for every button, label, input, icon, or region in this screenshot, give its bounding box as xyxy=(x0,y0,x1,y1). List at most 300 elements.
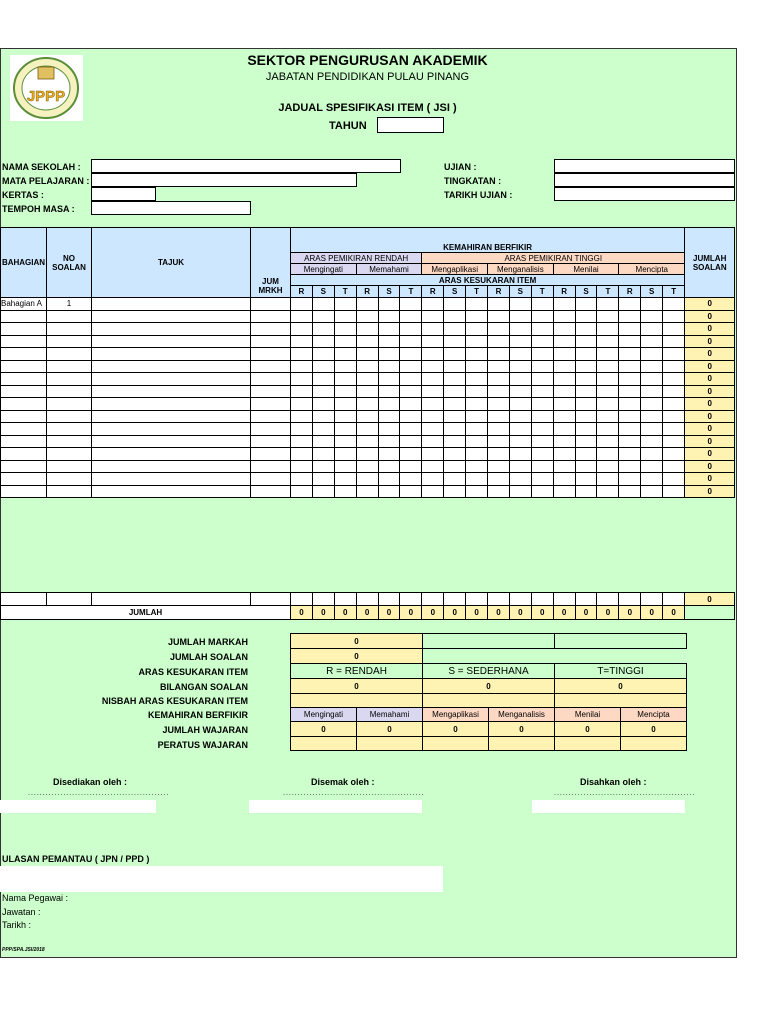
ujian-input[interactable] xyxy=(554,159,735,173)
table-cell[interactable] xyxy=(597,373,619,386)
table-cell[interactable] xyxy=(619,348,641,361)
kertas-input[interactable] xyxy=(91,187,156,201)
table-cell[interactable] xyxy=(663,398,685,411)
table-cell[interactable] xyxy=(312,423,334,436)
table-cell[interactable] xyxy=(575,335,597,348)
table-cell[interactable] xyxy=(251,298,291,311)
table-cell[interactable] xyxy=(1,310,47,323)
table-cell[interactable] xyxy=(251,460,291,473)
table-cell[interactable] xyxy=(509,373,531,386)
table-cell[interactable] xyxy=(488,323,510,336)
table-cell[interactable] xyxy=(488,593,510,606)
table-cell[interactable] xyxy=(488,348,510,361)
table-cell[interactable] xyxy=(466,410,488,423)
table-cell[interactable] xyxy=(641,473,663,486)
table-cell[interactable] xyxy=(422,298,444,311)
table-cell[interactable] xyxy=(251,373,291,386)
table-cell[interactable] xyxy=(334,310,356,323)
table-cell[interactable] xyxy=(575,348,597,361)
table-cell[interactable] xyxy=(422,460,444,473)
table-cell[interactable] xyxy=(47,398,92,411)
table-cell[interactable] xyxy=(356,323,378,336)
table-cell[interactable] xyxy=(291,310,313,323)
tingkatan-input[interactable] xyxy=(554,173,735,187)
table-cell[interactable] xyxy=(444,435,466,448)
table-cell[interactable] xyxy=(92,385,251,398)
table-cell[interactable] xyxy=(378,348,400,361)
table-cell[interactable] xyxy=(641,323,663,336)
table-cell[interactable] xyxy=(334,410,356,423)
table-cell[interactable] xyxy=(47,385,92,398)
bahagian-cell[interactable]: Bahagian A xyxy=(1,298,47,311)
table-cell[interactable] xyxy=(356,435,378,448)
table-cell[interactable] xyxy=(378,473,400,486)
table-cell[interactable] xyxy=(444,348,466,361)
table-cell[interactable] xyxy=(466,348,488,361)
table-cell[interactable] xyxy=(663,298,685,311)
table-cell[interactable] xyxy=(47,593,92,606)
table-cell[interactable] xyxy=(291,473,313,486)
table-cell[interactable] xyxy=(466,448,488,461)
table-cell[interactable] xyxy=(509,398,531,411)
table-cell[interactable] xyxy=(400,348,422,361)
table-cell[interactable] xyxy=(400,460,422,473)
table-cell[interactable] xyxy=(488,360,510,373)
table-cell[interactable] xyxy=(488,310,510,323)
table-cell[interactable] xyxy=(444,473,466,486)
table-cell[interactable] xyxy=(356,423,378,436)
table-cell[interactable] xyxy=(291,435,313,448)
table-cell[interactable] xyxy=(466,323,488,336)
table-cell[interactable] xyxy=(444,448,466,461)
table-cell[interactable] xyxy=(1,323,47,336)
table-cell[interactable] xyxy=(312,373,334,386)
table-cell[interactable] xyxy=(92,593,251,606)
table-cell[interactable] xyxy=(400,448,422,461)
disediakan-input[interactable] xyxy=(0,800,156,813)
table-cell[interactable] xyxy=(1,423,47,436)
table-cell[interactable] xyxy=(597,385,619,398)
table-cell[interactable] xyxy=(400,410,422,423)
ulasan-input[interactable] xyxy=(0,866,443,892)
table-cell[interactable] xyxy=(553,323,575,336)
table-cell[interactable] xyxy=(597,473,619,486)
table-cell[interactable] xyxy=(356,448,378,461)
table-cell[interactable] xyxy=(531,410,553,423)
table-cell[interactable] xyxy=(488,448,510,461)
table-cell[interactable] xyxy=(92,435,251,448)
tarikh-ujian-input[interactable] xyxy=(554,187,735,201)
table-cell[interactable] xyxy=(509,460,531,473)
table-cell[interactable] xyxy=(92,348,251,361)
table-cell[interactable] xyxy=(92,335,251,348)
table-cell[interactable] xyxy=(334,323,356,336)
table-cell[interactable] xyxy=(251,385,291,398)
table-cell[interactable] xyxy=(466,435,488,448)
table-cell[interactable] xyxy=(92,373,251,386)
table-cell[interactable] xyxy=(575,310,597,323)
table-cell[interactable] xyxy=(1,373,47,386)
table-cell[interactable] xyxy=(334,398,356,411)
table-cell[interactable] xyxy=(251,593,291,606)
table-cell[interactable] xyxy=(47,348,92,361)
table-cell[interactable] xyxy=(575,410,597,423)
table-cell[interactable] xyxy=(400,360,422,373)
table-cell[interactable] xyxy=(356,460,378,473)
table-cell[interactable] xyxy=(531,485,553,498)
table-cell[interactable] xyxy=(291,323,313,336)
table-cell[interactable] xyxy=(509,423,531,436)
table-cell[interactable] xyxy=(488,423,510,436)
table-cell[interactable] xyxy=(92,423,251,436)
table-cell[interactable] xyxy=(47,335,92,348)
table-cell[interactable] xyxy=(400,335,422,348)
table-cell[interactable] xyxy=(92,473,251,486)
table-cell[interactable] xyxy=(641,460,663,473)
table-cell[interactable] xyxy=(466,385,488,398)
table-cell[interactable] xyxy=(488,473,510,486)
table-cell[interactable] xyxy=(575,473,597,486)
table-cell[interactable] xyxy=(291,460,313,473)
table-cell[interactable] xyxy=(356,310,378,323)
table-cell[interactable] xyxy=(1,485,47,498)
table-cell[interactable] xyxy=(488,398,510,411)
table-cell[interactable] xyxy=(488,385,510,398)
table-cell[interactable] xyxy=(356,385,378,398)
table-cell[interactable] xyxy=(378,593,400,606)
table-cell[interactable] xyxy=(553,348,575,361)
table-cell[interactable] xyxy=(466,373,488,386)
table-cell[interactable] xyxy=(641,385,663,398)
table-cell[interactable] xyxy=(378,335,400,348)
table-cell[interactable] xyxy=(356,398,378,411)
table-cell[interactable] xyxy=(619,485,641,498)
table-cell[interactable] xyxy=(663,360,685,373)
table-cell[interactable] xyxy=(597,448,619,461)
table-cell[interactable] xyxy=(334,423,356,436)
table-cell[interactable] xyxy=(422,593,444,606)
table-cell[interactable] xyxy=(663,385,685,398)
table-cell[interactable] xyxy=(663,323,685,336)
table-cell[interactable] xyxy=(1,335,47,348)
table-cell[interactable] xyxy=(597,360,619,373)
table-cell[interactable] xyxy=(378,460,400,473)
table-cell[interactable] xyxy=(47,460,92,473)
table-cell[interactable] xyxy=(531,298,553,311)
table-cell[interactable] xyxy=(619,593,641,606)
table-cell[interactable] xyxy=(47,410,92,423)
table-cell[interactable] xyxy=(378,373,400,386)
table-cell[interactable] xyxy=(553,360,575,373)
table-cell[interactable] xyxy=(291,398,313,411)
table-cell[interactable] xyxy=(531,348,553,361)
table-cell[interactable] xyxy=(488,373,510,386)
table-cell[interactable] xyxy=(509,348,531,361)
table-cell[interactable] xyxy=(509,335,531,348)
table-cell[interactable] xyxy=(334,473,356,486)
table-cell[interactable] xyxy=(251,398,291,411)
table-cell[interactable] xyxy=(47,423,92,436)
table-cell[interactable] xyxy=(92,310,251,323)
table-cell[interactable] xyxy=(619,323,641,336)
table-cell[interactable] xyxy=(641,398,663,411)
table-cell[interactable] xyxy=(553,593,575,606)
table-cell[interactable] xyxy=(251,335,291,348)
table-cell[interactable] xyxy=(575,460,597,473)
table-cell[interactable] xyxy=(291,410,313,423)
table-cell[interactable] xyxy=(312,398,334,411)
table-cell[interactable] xyxy=(422,410,444,423)
table-cell[interactable] xyxy=(334,448,356,461)
table-cell[interactable] xyxy=(1,435,47,448)
table-cell[interactable] xyxy=(312,360,334,373)
table-cell[interactable] xyxy=(466,360,488,373)
table-cell[interactable] xyxy=(251,360,291,373)
table-cell[interactable] xyxy=(444,410,466,423)
table-cell[interactable] xyxy=(291,593,313,606)
table-cell[interactable] xyxy=(92,298,251,311)
table-cell[interactable] xyxy=(466,335,488,348)
table-cell[interactable] xyxy=(641,435,663,448)
table-cell[interactable] xyxy=(444,593,466,606)
table-cell[interactable] xyxy=(422,423,444,436)
table-cell[interactable] xyxy=(619,360,641,373)
table-cell[interactable] xyxy=(509,473,531,486)
tempoh-masa-input[interactable] xyxy=(91,201,251,215)
table-cell[interactable] xyxy=(641,373,663,386)
table-cell[interactable] xyxy=(312,593,334,606)
mata-pelajaran-input[interactable] xyxy=(91,173,357,187)
table-cell[interactable] xyxy=(312,310,334,323)
table-cell[interactable] xyxy=(663,448,685,461)
table-cell[interactable] xyxy=(378,448,400,461)
table-cell[interactable] xyxy=(663,460,685,473)
table-cell[interactable] xyxy=(422,485,444,498)
table-cell[interactable] xyxy=(597,310,619,323)
table-cell[interactable] xyxy=(1,385,47,398)
table-cell[interactable] xyxy=(597,398,619,411)
table-cell[interactable] xyxy=(312,323,334,336)
table-cell[interactable] xyxy=(47,373,92,386)
table-cell[interactable] xyxy=(356,485,378,498)
table-cell[interactable] xyxy=(312,335,334,348)
table-cell[interactable] xyxy=(597,485,619,498)
table-cell[interactable] xyxy=(597,323,619,336)
table-cell[interactable] xyxy=(663,410,685,423)
table-cell[interactable] xyxy=(553,423,575,436)
table-cell[interactable] xyxy=(597,593,619,606)
table-cell[interactable] xyxy=(466,485,488,498)
table-cell[interactable] xyxy=(663,485,685,498)
table-cell[interactable] xyxy=(1,410,47,423)
table-cell[interactable] xyxy=(312,385,334,398)
table-cell[interactable] xyxy=(378,398,400,411)
nama-sekolah-input[interactable] xyxy=(91,159,401,173)
table-cell[interactable] xyxy=(553,473,575,486)
table-cell[interactable] xyxy=(356,593,378,606)
table-cell[interactable] xyxy=(509,323,531,336)
table-cell[interactable] xyxy=(356,410,378,423)
table-cell[interactable] xyxy=(619,460,641,473)
table-cell[interactable] xyxy=(291,348,313,361)
table-cell[interactable] xyxy=(1,398,47,411)
table-cell[interactable] xyxy=(312,298,334,311)
table-cell[interactable] xyxy=(291,485,313,498)
table-cell[interactable] xyxy=(641,335,663,348)
table-cell[interactable] xyxy=(251,473,291,486)
table-cell[interactable] xyxy=(444,485,466,498)
table-cell[interactable] xyxy=(422,360,444,373)
table-cell[interactable] xyxy=(47,473,92,486)
table-cell[interactable] xyxy=(466,423,488,436)
table-cell[interactable] xyxy=(531,435,553,448)
table-cell[interactable] xyxy=(488,298,510,311)
table-cell[interactable] xyxy=(356,373,378,386)
table-cell[interactable] xyxy=(312,473,334,486)
table-cell[interactable] xyxy=(334,348,356,361)
no-soalan-cell[interactable]: 1 xyxy=(47,298,92,311)
table-cell[interactable] xyxy=(334,298,356,311)
table-cell[interactable] xyxy=(334,485,356,498)
table-cell[interactable] xyxy=(92,360,251,373)
table-cell[interactable] xyxy=(1,360,47,373)
table-cell[interactable] xyxy=(531,423,553,436)
table-cell[interactable] xyxy=(509,593,531,606)
table-cell[interactable] xyxy=(663,348,685,361)
table-cell[interactable] xyxy=(597,298,619,311)
table-cell[interactable] xyxy=(291,335,313,348)
table-cell[interactable] xyxy=(619,398,641,411)
tahun-input[interactable] xyxy=(377,117,444,133)
table-cell[interactable] xyxy=(531,373,553,386)
table-cell[interactable] xyxy=(47,323,92,336)
table-cell[interactable] xyxy=(291,385,313,398)
table-cell[interactable] xyxy=(378,298,400,311)
table-cell[interactable] xyxy=(312,485,334,498)
table-cell[interactable] xyxy=(663,593,685,606)
table-cell[interactable] xyxy=(553,335,575,348)
table-cell[interactable] xyxy=(444,335,466,348)
table-cell[interactable] xyxy=(251,485,291,498)
table-cell[interactable] xyxy=(575,323,597,336)
table-cell[interactable] xyxy=(251,310,291,323)
table-cell[interactable] xyxy=(422,373,444,386)
table-cell[interactable] xyxy=(531,473,553,486)
table-cell[interactable] xyxy=(334,435,356,448)
table-cell[interactable] xyxy=(597,348,619,361)
table-cell[interactable] xyxy=(531,385,553,398)
table-cell[interactable] xyxy=(619,473,641,486)
table-cell[interactable] xyxy=(488,435,510,448)
table-cell[interactable] xyxy=(334,360,356,373)
table-cell[interactable] xyxy=(444,323,466,336)
table-cell[interactable] xyxy=(663,335,685,348)
table-cell[interactable] xyxy=(47,485,92,498)
table-cell[interactable] xyxy=(378,310,400,323)
table-cell[interactable] xyxy=(553,310,575,323)
table-cell[interactable] xyxy=(575,373,597,386)
table-cell[interactable] xyxy=(1,593,47,606)
table-cell[interactable] xyxy=(509,435,531,448)
table-cell[interactable] xyxy=(312,460,334,473)
table-cell[interactable] xyxy=(444,385,466,398)
table-cell[interactable] xyxy=(422,473,444,486)
table-cell[interactable] xyxy=(334,335,356,348)
table-cell[interactable] xyxy=(1,473,47,486)
table-cell[interactable] xyxy=(575,360,597,373)
table-cell[interactable] xyxy=(251,323,291,336)
table-cell[interactable] xyxy=(531,593,553,606)
table-cell[interactable] xyxy=(378,435,400,448)
table-cell[interactable] xyxy=(422,335,444,348)
table-cell[interactable] xyxy=(663,435,685,448)
table-cell[interactable] xyxy=(444,360,466,373)
table-cell[interactable] xyxy=(334,373,356,386)
table-cell[interactable] xyxy=(531,448,553,461)
table-cell[interactable] xyxy=(641,310,663,323)
table-cell[interactable] xyxy=(47,360,92,373)
table-cell[interactable] xyxy=(356,335,378,348)
table-cell[interactable] xyxy=(663,423,685,436)
table-cell[interactable] xyxy=(641,485,663,498)
table-cell[interactable] xyxy=(356,298,378,311)
table-cell[interactable] xyxy=(400,310,422,323)
table-cell[interactable] xyxy=(597,335,619,348)
table-cell[interactable] xyxy=(47,448,92,461)
table-cell[interactable] xyxy=(378,410,400,423)
table-cell[interactable] xyxy=(509,485,531,498)
table-cell[interactable] xyxy=(575,423,597,436)
table-cell[interactable] xyxy=(378,385,400,398)
table-cell[interactable] xyxy=(312,348,334,361)
table-cell[interactable] xyxy=(575,593,597,606)
table-cell[interactable] xyxy=(378,423,400,436)
table-cell[interactable] xyxy=(251,410,291,423)
table-cell[interactable] xyxy=(663,310,685,323)
table-cell[interactable] xyxy=(553,410,575,423)
table-cell[interactable] xyxy=(531,460,553,473)
table-cell[interactable] xyxy=(92,485,251,498)
table-cell[interactable] xyxy=(488,410,510,423)
table-cell[interactable] xyxy=(466,310,488,323)
table-cell[interactable] xyxy=(422,435,444,448)
table-cell[interactable] xyxy=(619,410,641,423)
table-cell[interactable] xyxy=(400,423,422,436)
table-cell[interactable] xyxy=(444,460,466,473)
table-cell[interactable] xyxy=(509,360,531,373)
table-cell[interactable] xyxy=(92,398,251,411)
table-cell[interactable] xyxy=(619,373,641,386)
table-cell[interactable] xyxy=(400,473,422,486)
table-cell[interactable] xyxy=(619,448,641,461)
table-cell[interactable] xyxy=(291,360,313,373)
table-cell[interactable] xyxy=(400,323,422,336)
table-cell[interactable] xyxy=(597,423,619,436)
table-cell[interactable] xyxy=(422,348,444,361)
table-cell[interactable] xyxy=(597,435,619,448)
table-cell[interactable] xyxy=(663,473,685,486)
table-cell[interactable] xyxy=(619,335,641,348)
table-cell[interactable] xyxy=(619,385,641,398)
table-cell[interactable] xyxy=(509,385,531,398)
table-cell[interactable] xyxy=(356,348,378,361)
table-cell[interactable] xyxy=(553,485,575,498)
table-cell[interactable] xyxy=(444,298,466,311)
table-cell[interactable] xyxy=(400,398,422,411)
table-cell[interactable] xyxy=(641,448,663,461)
table-cell[interactable] xyxy=(509,448,531,461)
table-cell[interactable] xyxy=(619,298,641,311)
